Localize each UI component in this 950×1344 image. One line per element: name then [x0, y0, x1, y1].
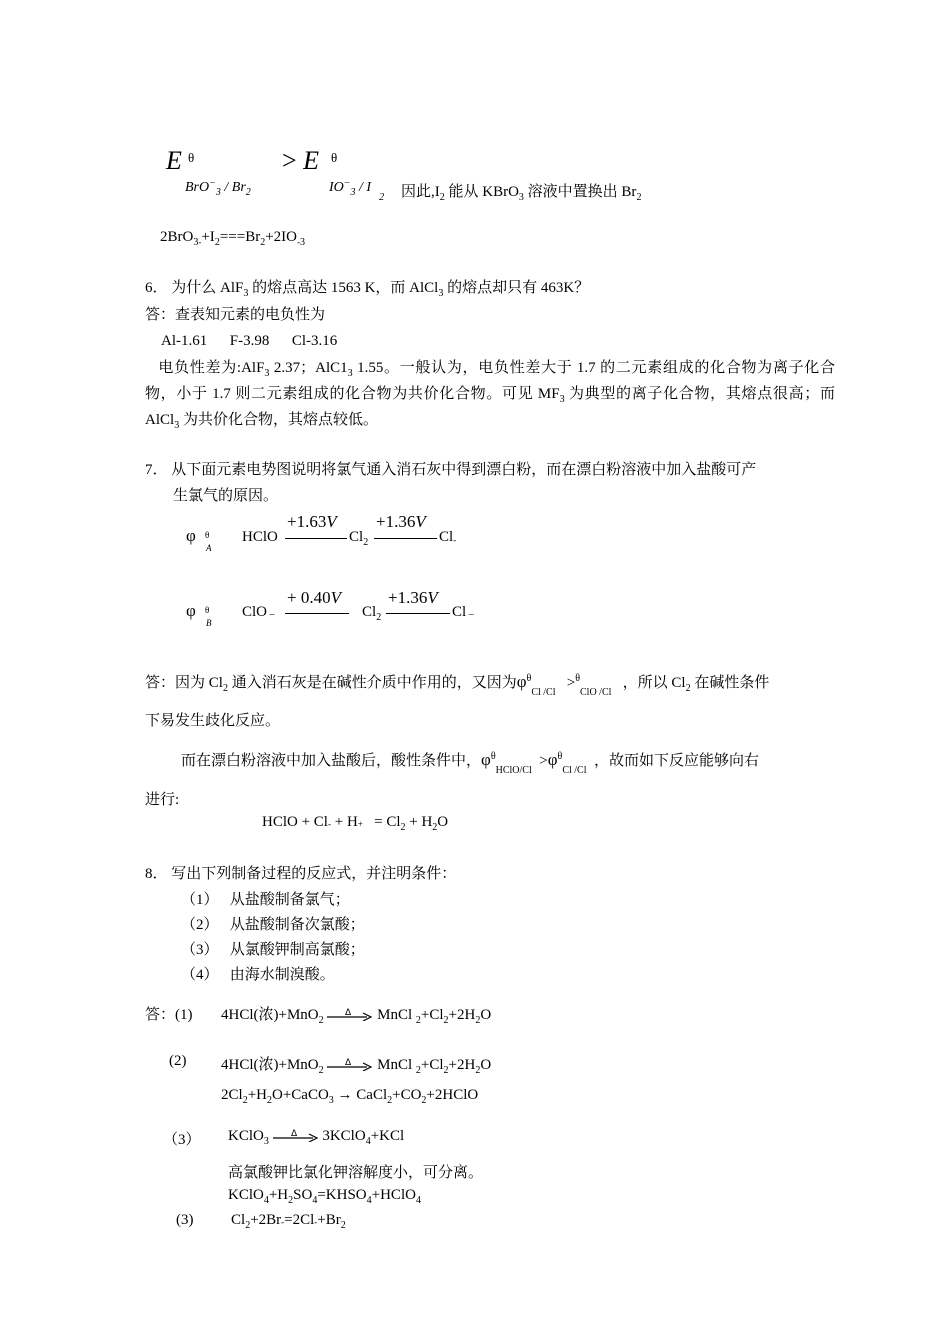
- svg-text:Δ: Δ: [345, 1007, 352, 1018]
- reaction-bro3-i2: $2BrO_3^-+I_2===Br_2+2IO^-_3$: [160, 229, 305, 248]
- phi-a-line-1: [285, 538, 347, 539]
- q8-answer-label-4: (3): [176, 1212, 194, 1228]
- greater-than: > E: [282, 146, 320, 175]
- conclusion-text: 因此$,I_2$ 能从 KBrO$_3$ 溶液中置换出 $Br_2$: [401, 184, 642, 203]
- theta-1: θ: [188, 150, 195, 165]
- q8-answer-label-3: （3）: [163, 1132, 201, 1148]
- q8-item-3: （3） 从氯酸钾制高氯酸；: [181, 942, 365, 958]
- phi-a-species-cl-minus: Cl-: [439, 529, 457, 545]
- q6-explanation: 电负性差为:AlF$_3$ 2.37；$AlC1_3$ 1.55。一般认为，电负性差大于 1.7 的二元素组成的化合物为离子化合物，小于 1.7 则二元素组成的化合物为共价化合物。可见 $MF_3$ 为典型的离子化合物，其熔点很高；而 AlCl$_3$ 为共价化合物，其熔点较低。: [145, 360, 835, 431]
- q7-answer-1-line2: 下易发生歧化反应。: [145, 713, 281, 729]
- q8-note-3: 高氯酸钾比氯化钾溶解度小，可分离。: [228, 1165, 484, 1181]
- q8-reaction-1: 4HCl(浓)+MnO$_2$ Δ MnCl $_2+Cl_2+2H_2O$: [221, 1007, 492, 1026]
- heat-arrow-3: [273, 1128, 319, 1142]
- q8-item-1: （1） 从盐酸制备氯气；: [181, 892, 350, 908]
- phi-a-theta: θ: [205, 530, 210, 540]
- subscript-io3-i: $IO^-_3 / I_2$: [329, 178, 385, 203]
- phi-b-sub: B: [206, 618, 212, 628]
- phi-b-theta: θ: [205, 605, 210, 615]
- q8-reaction-3b: $KClO_4+H_2SO_4=KHSO_4+HClO_4$: [228, 1187, 421, 1206]
- phi-b-line-2: [386, 613, 450, 614]
- phi-a-species-cl2: $Cl_2$: [349, 529, 369, 548]
- q7-answer-2-line2: 进行:: [145, 792, 180, 808]
- q8-answer-label-1: 答：(1): [145, 1007, 193, 1023]
- theta-2: θ: [331, 150, 338, 165]
- phi-b-species-cl2: $Cl_2$: [362, 604, 382, 623]
- phi-b-line-1: [285, 613, 349, 614]
- q8-answer-label-2: (2): [169, 1053, 187, 1069]
- phi-a-symbol: φ: [186, 526, 196, 545]
- phi-b-species-cl-minus: Cl –: [452, 604, 474, 620]
- subscript-bro3-br2: $BrO^-_3 / Br_2$: [185, 178, 251, 198]
- phi-b-potential-1: + 0.40V: [287, 588, 341, 607]
- q8-reaction-2: 4HCl(浓)+MnO$_2$ Δ MnCl $_2+Cl_2+2H_2O$: [221, 1057, 492, 1076]
- q8-reaction-2b: $2Cl_2+H_2O+CaCO_3$ → $CaCl_2+CO_2+2HClO$: [221, 1087, 479, 1106]
- e-symbol-1: E: [166, 146, 182, 175]
- heat-arrow-2: [327, 1057, 373, 1071]
- q8-reaction-4: $Cl_2+2Br^-=2Cl^-+Br_2$: [231, 1212, 346, 1231]
- phi-b-species-clo: ClO –: [242, 604, 275, 620]
- q6-electronegativity-values: Al-1.61 F-3.98 Cl-3.16: [161, 333, 338, 349]
- q7-answer-2: 而在漂白粉溶液中加入盐酸后，酸性条件中，$\varphi^\theta_{HClO/Cl} >\varphi^\theta_{Cl /Cl}$ ，故而如下反应能够向右: [181, 750, 760, 776]
- phi-a-line-2: [374, 538, 437, 539]
- heat-arrow-1: [327, 1007, 373, 1021]
- q6-question: 6． 为什么 AlF$_3$ 的熔点高达 1563 K，而 AlCl$_3$ 的熔点却只有 463K？: [145, 280, 590, 299]
- svg-text:Δ: Δ: [345, 1057, 352, 1068]
- phi-a-potential-1: +1.63V: [287, 512, 337, 531]
- q7-question-line1: 7． 从下面元素电势图说明将氯气通入消石灰中得到漂白粉，而在漂白粉溶液中加入盐酸可产: [145, 462, 757, 478]
- q8-item-4: （4） 由海水制溴酸。: [181, 967, 335, 983]
- q8-question: 8． 写出下列制备过程的反应式，并注明条件：: [145, 866, 457, 882]
- q7-answer-1: 答：因为 $Cl_2$ 通入消石灰是在碱性介质中作用的，又因为$\varphi^\theta_{Cl /Cl} >^\theta_{ClO /Cl}$ ，所以 $Cl_2$ 在碱性条件: [145, 672, 770, 698]
- phi-b-potential-2: +1.36V: [388, 588, 438, 607]
- q7-reaction: HClO + $Cl^- + H^+ = Cl_2 + H_2O$: [262, 814, 449, 833]
- q8-item-2: （2） 从盐酸制备次氯酸；: [181, 917, 365, 933]
- phi-a-potential-2: +1.36V: [376, 512, 426, 531]
- q6-answer-intro: 答：查表知元素的电负性为: [145, 307, 326, 323]
- q7-question-line2: 生氯气的原因。: [173, 488, 279, 504]
- phi-a-species-hclo: HClO: [242, 529, 278, 545]
- svg-text:Δ: Δ: [290, 1128, 297, 1139]
- q8-reaction-3: KClO$_3$ Δ 3KClO$_4$+KCl: [228, 1128, 405, 1147]
- phi-b-symbol: φ: [186, 601, 196, 620]
- phi-a-sub: A: [206, 543, 212, 553]
